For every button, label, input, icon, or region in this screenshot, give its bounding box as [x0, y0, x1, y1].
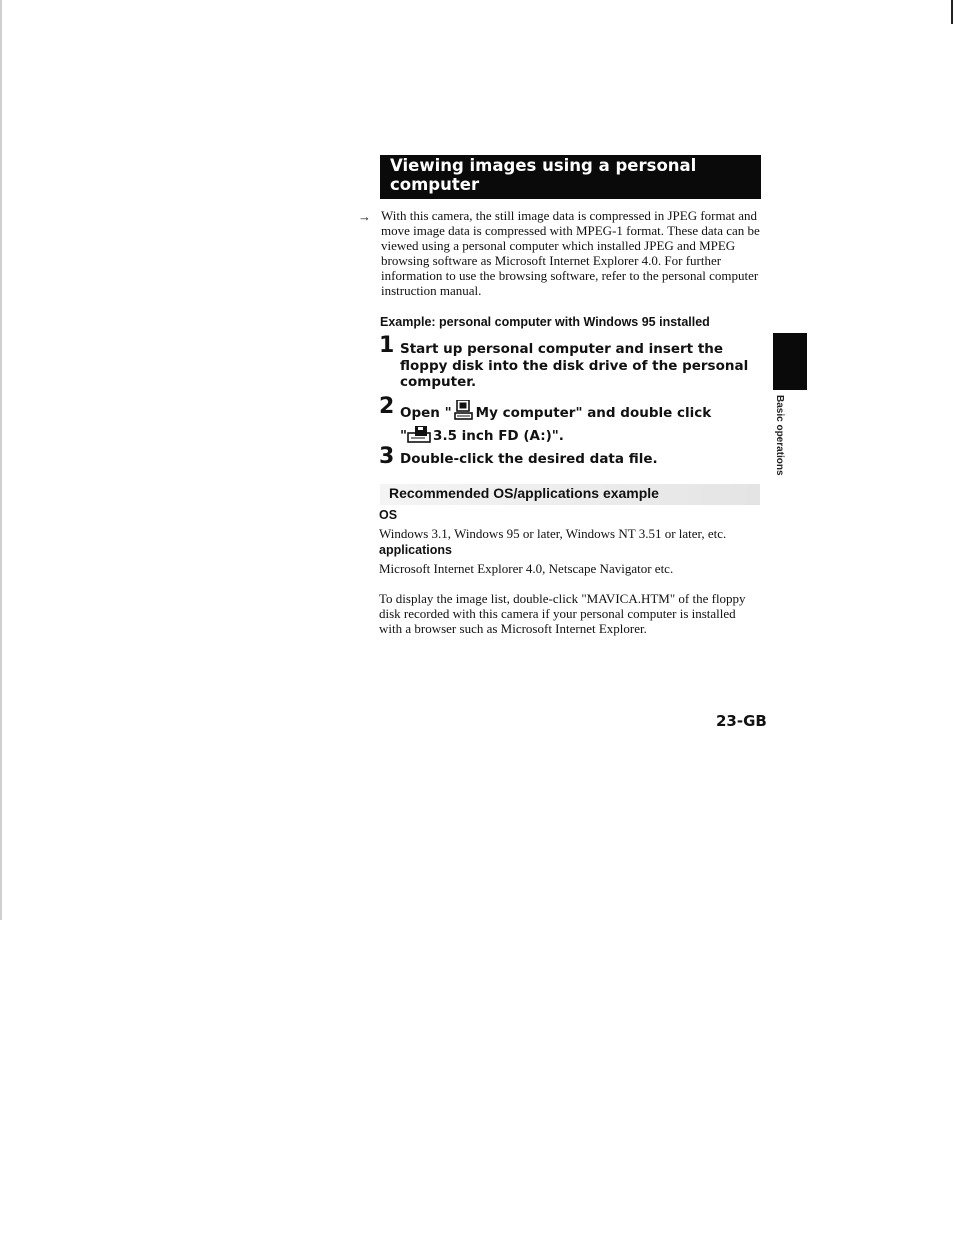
scan-edge: [0, 0, 2, 920]
scan-mark: [951, 0, 953, 24]
step-number: 3: [379, 444, 395, 469]
step-number: 2: [379, 394, 395, 419]
side-tab-label: Basic operations: [774, 395, 785, 476]
step-1: [379, 333, 394, 358]
display-note: To display the image list, double-click "MAVICA.HTM" of the floppy disk recorded with this camera if your personal computer is installed with a browser such as Microsoft Internet Explorer.: [379, 591, 746, 636]
step-number: 1: [379, 333, 395, 358]
note-pointer-icon: →: [358, 209, 371, 224]
os-text: Windows 3.1, Windows 95 or later, Windows NT 3.51 or later, etc.: [379, 526, 727, 541]
step-3-text: Double-click the desired data file.: [400, 451, 658, 467]
example-heading: Example: personal computer with Windows 95 installed: [380, 315, 710, 329]
step-2: [379, 394, 394, 419]
applications-text: Microsoft Internet Explorer 4.0, Netscape Navigator etc.: [379, 561, 674, 576]
step-3: [379, 444, 394, 469]
recommended-heading: Recommended OS/applications example: [389, 485, 659, 501]
os-heading: OS: [379, 508, 398, 522]
my-computer-icon: [452, 400, 476, 425]
step-2-pre2: ": [400, 428, 408, 444]
floppy-drive-icon: [407, 425, 433, 448]
step-2-text: [400, 400, 764, 448]
section-tab-marker: [773, 333, 807, 390]
step-1-text: Start up personal computer and insert the floppy disk into the disk drive of the personal computer.: [400, 341, 749, 390]
step-2-mid: My computer" and double click: [475, 405, 712, 421]
page-number: 23-GB: [716, 712, 767, 730]
section-title: Viewing images using a personal computer: [380, 155, 761, 199]
step-2-end: 3.5 inch FD (A:)".: [433, 428, 564, 444]
applications-heading: applications: [379, 543, 452, 557]
step-2-pre: Open ": [400, 405, 452, 421]
intro-paragraph: With this camera, the still image data is compressed in JPEG format and move image data is compressed with MPEG-1 format. These data can be viewed using a personal computer which installed JPEG and MPEG browsing software as Microsoft Internet Explorer 4.0. For further information to use the browsing software, refer to the personal computer instruction manual.: [381, 208, 760, 298]
